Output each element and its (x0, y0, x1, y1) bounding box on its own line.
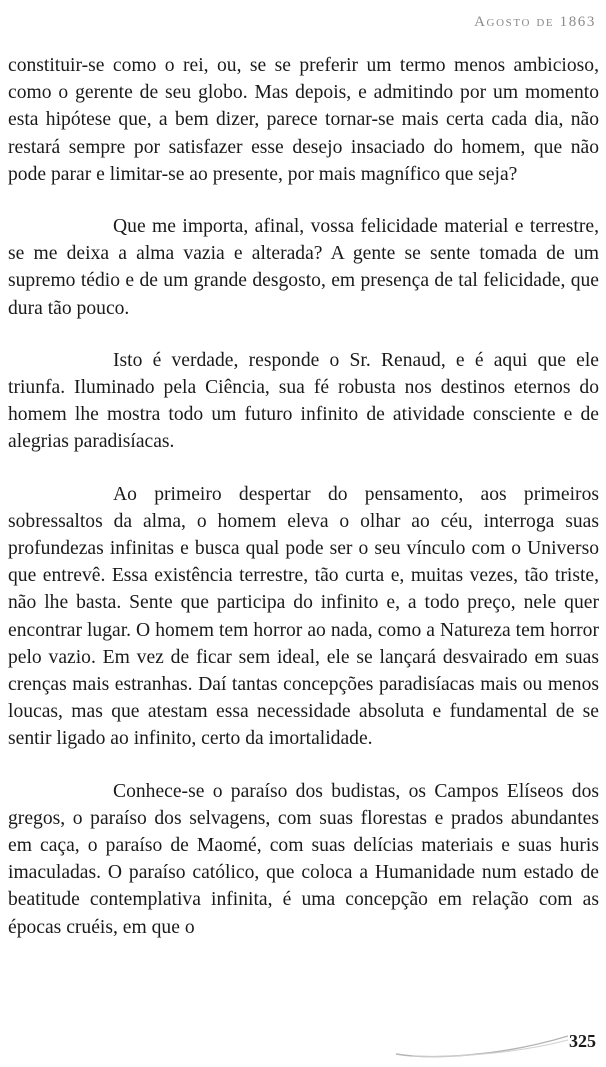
paragraph: Que me importa, afinal, vossa felicidade material e terrestre, se me deixa a alma vazia e alterada? A gente se sente tomada de um supremo tédio e de um grande desgosto, em presença de tal felicidade, que dura tão pouco. (8, 216, 599, 319)
running-header: Agosto de 1863 (474, 14, 596, 30)
paragraph: Isto é verdade, responde o Sr. Renaud, e é aqui que ele triunfa. Iluminado pela Ciência, sua fé robusta nos destinos eternos do homem lhe mostra todo um futuro infinito de atividade consciente e de alegrias paradisíacas. (8, 349, 599, 453)
paragraph-continued: constituir-se como o rei, ou, se se preferir um termo menos ambicioso, como o gerente de seu globo. Mas depois, e admitindo por um momento esta hipótese que, a bem dizer, parece tornar-se mais certa cada dia, não restará sempre por satisfazer esse desejo insaciado do homem, que não pode parar e limitar-se ao presente, por mais magnífico que seja? (8, 55, 599, 185)
paragraph: Conhece-se o paraíso dos budistas, os Campos Elíseos dos gregos, o paraíso dos selvagens, com suas florestas e prados abundantes em caça, o paraíso de Maomé, com suas delícias materiais e suas huris imaculadas. O paraíso católico, que coloca a Humanidade num estado de beatitude contemplativa infinita, é uma concepção em relação com as épocas cruéis, em que o (8, 780, 599, 938)
page-number: 325 (569, 1031, 596, 1051)
paragraph: Ao primeiro despertar do pensamento, aos primeiros sobressaltos da alma, o homem eleva o olhar ao céu, interroga suas profundezas infinitas e busca qual pode ser o seu vínculo com o Universo que entrevê. Essa existência terrestre, tão curta e, muitas vezes, tão triste, não lhe basta. Sente que participa do infinito e, a todo preço, nele quer encontrar lugar. O homem tem horror ao nada, como a Natureza tem horror pelo vazio. Em vez de ficar sem ideal, ele se lançará desvairado em suas crenças mais estranhas. Daí tantas concepções paradisíacas mais ou menos loucas, mas que atestam essa necessidade absoluta e fundamental de se sentir ligado ao infinito, certo da imortalidade. (8, 483, 599, 750)
page-body (8, 52, 599, 966)
footer-swoosh-ornament (392, 1030, 572, 1058)
